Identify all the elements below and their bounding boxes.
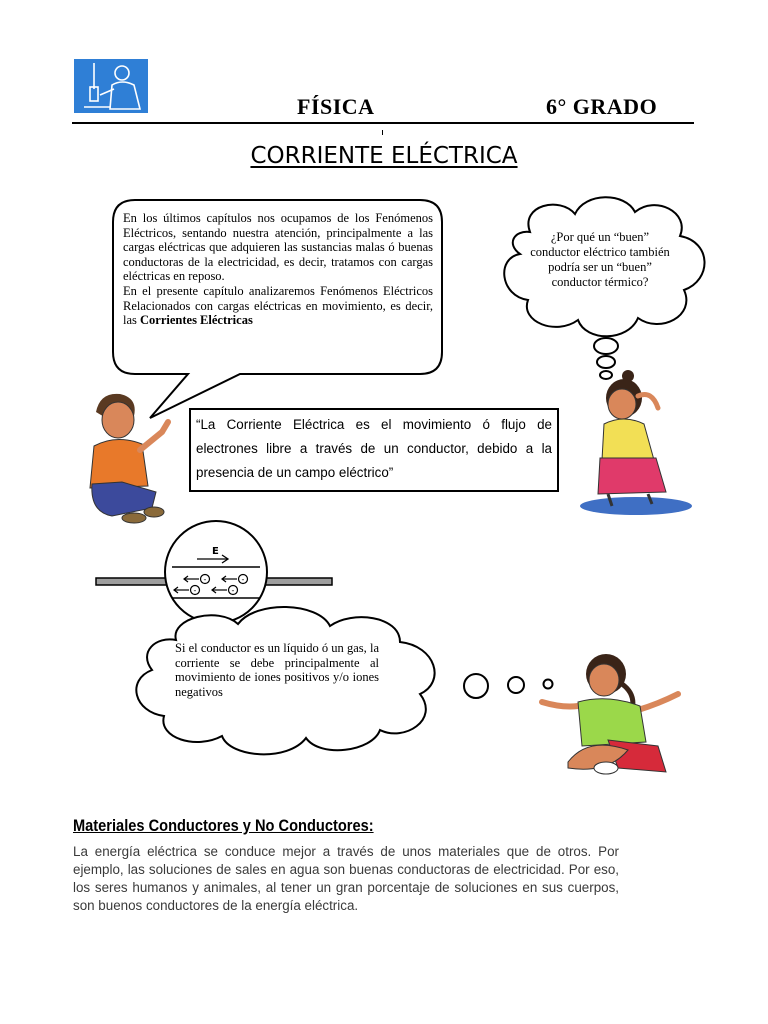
section-body: La energía eléctrica se conduce mejor a través de unos materiales que de otros. Por ejemplo, las soluciones de sales en agua son buenas conductoras de electricidad. Por eso, los seres humanos y animales, al tener un gran porcentaje de soluciones en sus cuerpos, son buenos conductores de la energía eléctrica. [73, 844, 619, 913]
question-text: ¿Por qué un “buen” conductor eléctrico también podría ser un “buen” conductor térmico? [530, 230, 670, 289]
intro-paragraph-2-lead: En el presente capítulo analizaremos Fenómenos Eléctricos Relacionados con cargas eléctricas en movimiento, es decir, las [123, 283, 433, 328]
definition-box: “La Corriente Eléctrica es el movimiento ó flujo de electrones libre a través de un conductor, debido a la presencia de un campo eléctrico” [189, 408, 559, 492]
svg-text:-: - [231, 586, 235, 595]
grade-label: 6° GRADO [546, 94, 658, 119]
section-heading: Materiales Conductores y No Conductores: [73, 816, 374, 835]
liquid-note-text: Si el conductor es un líquido ó un gas, la corriente se debe principalmente al movimiento de iones positivos y/o iones negativos [175, 641, 379, 699]
girl-shrugging-illustration [538, 650, 688, 780]
page-title: CORRIENTE ELÉCTRICA [250, 143, 518, 169]
svg-text:-: - [241, 575, 245, 584]
field-label: E [212, 546, 219, 557]
intro-paragraph-2-bold: Corrientes Eléctricas [140, 313, 253, 328]
svg-text:-: - [193, 586, 197, 595]
svg-text:-: - [203, 575, 207, 584]
intro-paragraph-1: En los últimos capítulos nos ocupamos de los Fenómenos Eléctricos, sentando nuestra atención, principalmente a las cargas eléctricas que adquieren las sustancias malas ó buenas conductoras de la electricidad, es decir, tratamos con cargas eléctricas en reposo. [123, 211, 433, 284]
subject-title: FÍSICA [297, 94, 375, 119]
